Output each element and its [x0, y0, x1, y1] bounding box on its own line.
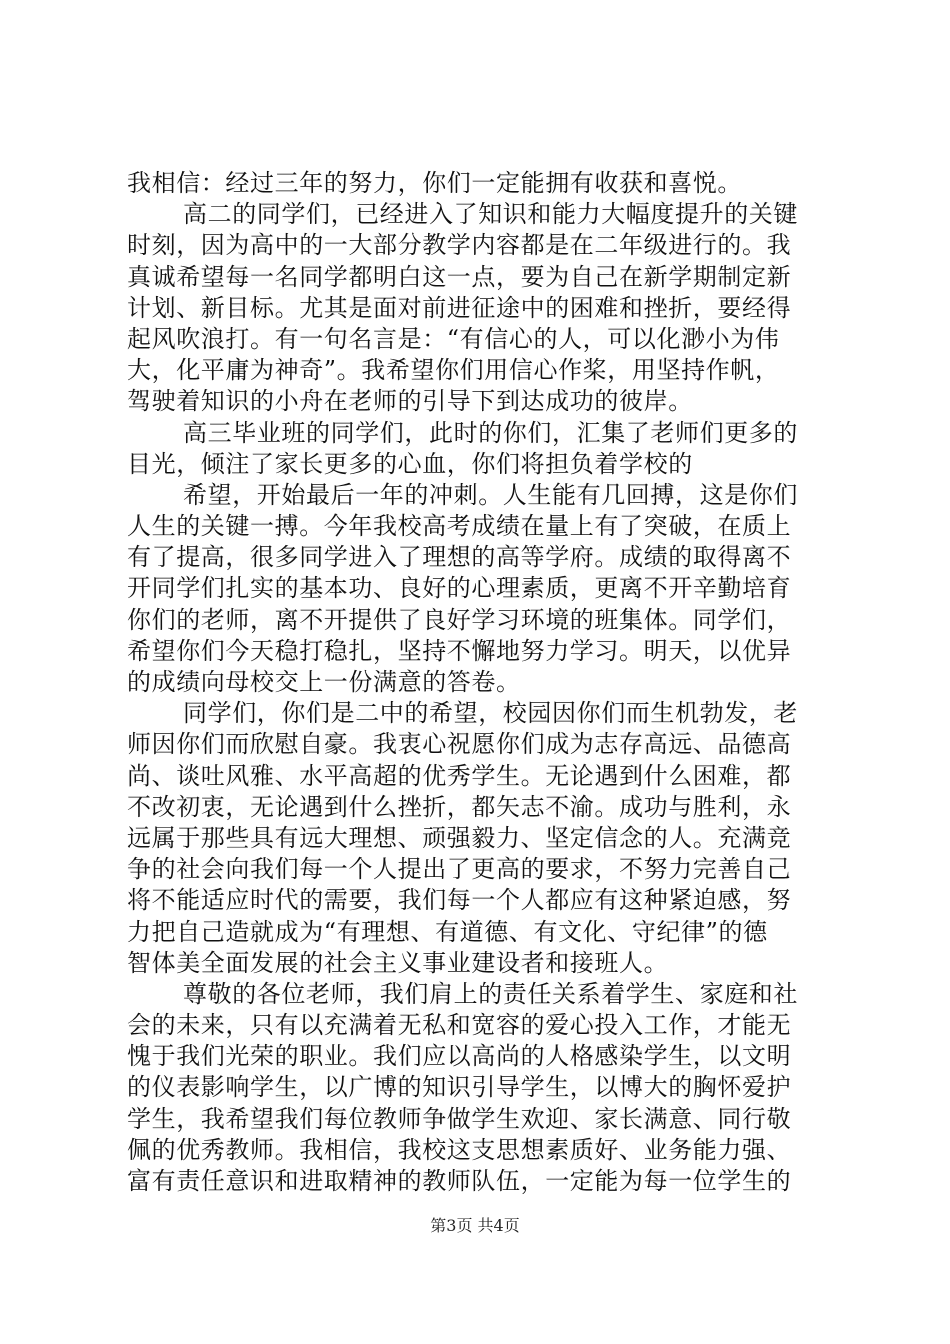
text-line: 尊敬的各位老师，我们肩上的责任关系着学生、家庭和社 [183, 979, 798, 1008]
text-line: 同学们，你们是二中的希望，校园因你们而生机勃发，老 [183, 699, 798, 728]
text-line: 希望，开始最后一年的冲刺。人生能有几回搏，这是你们 [183, 480, 798, 509]
text-line: 时刻，因为高中的一大部分教学内容都是在二年级进行的。我 [127, 231, 792, 260]
text-line: 远属于那些具有远大理想、顽强毅力、坚定信念的人。充满竞 [127, 823, 792, 852]
text-line: 的成绩向母校交上一份满意的答卷。 [127, 668, 521, 696]
text-line: 计划、新目标。尤其是面对前进征途中的困难和挫折，要经得 [127, 293, 792, 322]
text-line: 人生的关键一搏。今年我校高考成绩在量上有了突破，在质上 [127, 512, 792, 541]
page-footer: 第3页 共4页 [430, 1216, 520, 1235]
text-line: 驾驶着知识的小舟在老师的引导下到达成功的彼岸。 [127, 387, 693, 416]
text-line: 真诚希望每一名同学都明白这一点，要为自己在新学期制定新 [127, 262, 792, 291]
text-line: 将不能适应时代的需要，我们每一个人都应有这种紧迫感，努 [127, 886, 792, 915]
text-line: 起风吹浪打。有一句名言是：“有信心的人，可以化渺小为伟 [127, 324, 780, 353]
text-line: 的仪表影响学生，以广博的知识引导学生，以博大的胸怀爱护 [127, 1073, 792, 1102]
text-line: 争的社会向我们每一个人提出了更高的要求，不努力完善自己 [127, 855, 792, 884]
text-line: 高二的同学们，已经进入了知识和能力大幅度提升的关键 [183, 200, 798, 229]
text-line: 目光，倾注了家长更多的心血，你们将担负着学校的 [127, 449, 693, 478]
text-line: 富有责任意识和进取精神的教师队伍，一定能为每一位学生的 [127, 1167, 792, 1195]
text-line: 开同学们扎实的基本功、良好的心理素质，更离不开辛勤培育 [127, 574, 792, 603]
text-line: 高三毕业班的同学们，此时的你们，汇集了老师们更多的 [183, 418, 798, 447]
text-line: 愧于我们光荣的职业。我们应以高尚的人格感染学生，以文明 [127, 1042, 792, 1071]
text-line: 你们的老师，离不开提供了良好学习环境的班集体。同学们， [127, 605, 792, 634]
text-line: 师因你们而欣慰自豪。我衷心祝愿你们成为志存高远、品德高 [127, 730, 792, 759]
text-line: 尚、谈吐风雅、水平高超的优秀学生。无论遇到什么困难，都 [127, 761, 792, 790]
text-line: 希望你们今天稳打稳扎，坚持不懈地努力学习。明天，以优异 [127, 636, 792, 665]
text-line: 学生，我希望我们每位教师争做学生欢迎、家长满意、同行敬 [127, 1104, 792, 1133]
text-line: 会的未来，只有以充满着无私和宽容的爱心投入工作，才能无 [127, 1011, 792, 1040]
text-line: 大，化平庸为神奇”。我希望你们用信心作桨，用坚持作帆， [127, 356, 780, 385]
text-line: 有了提高，很多同学进入了理想的高等学府。成绩的取得离不 [127, 543, 792, 572]
text-line: 智体美全面发展的社会主义事业建设者和接班人。 [127, 948, 669, 977]
text-line: 力把自己造就成为“有理想、有道德、有文化、守纪律”的德 [127, 917, 768, 946]
text-line: 我相信：经过三年的努力，你们一定能拥有收获和喜悦。 [127, 169, 742, 197]
text-line: 不改初衷，无论遇到什么挫折，都矢志不渝。成功与胜利，永 [127, 792, 792, 821]
document-body [127, 168, 833, 1197]
text-line: 佩的优秀教师。我相信，我校这支思想素质好、业务能力强、 [127, 1135, 792, 1164]
